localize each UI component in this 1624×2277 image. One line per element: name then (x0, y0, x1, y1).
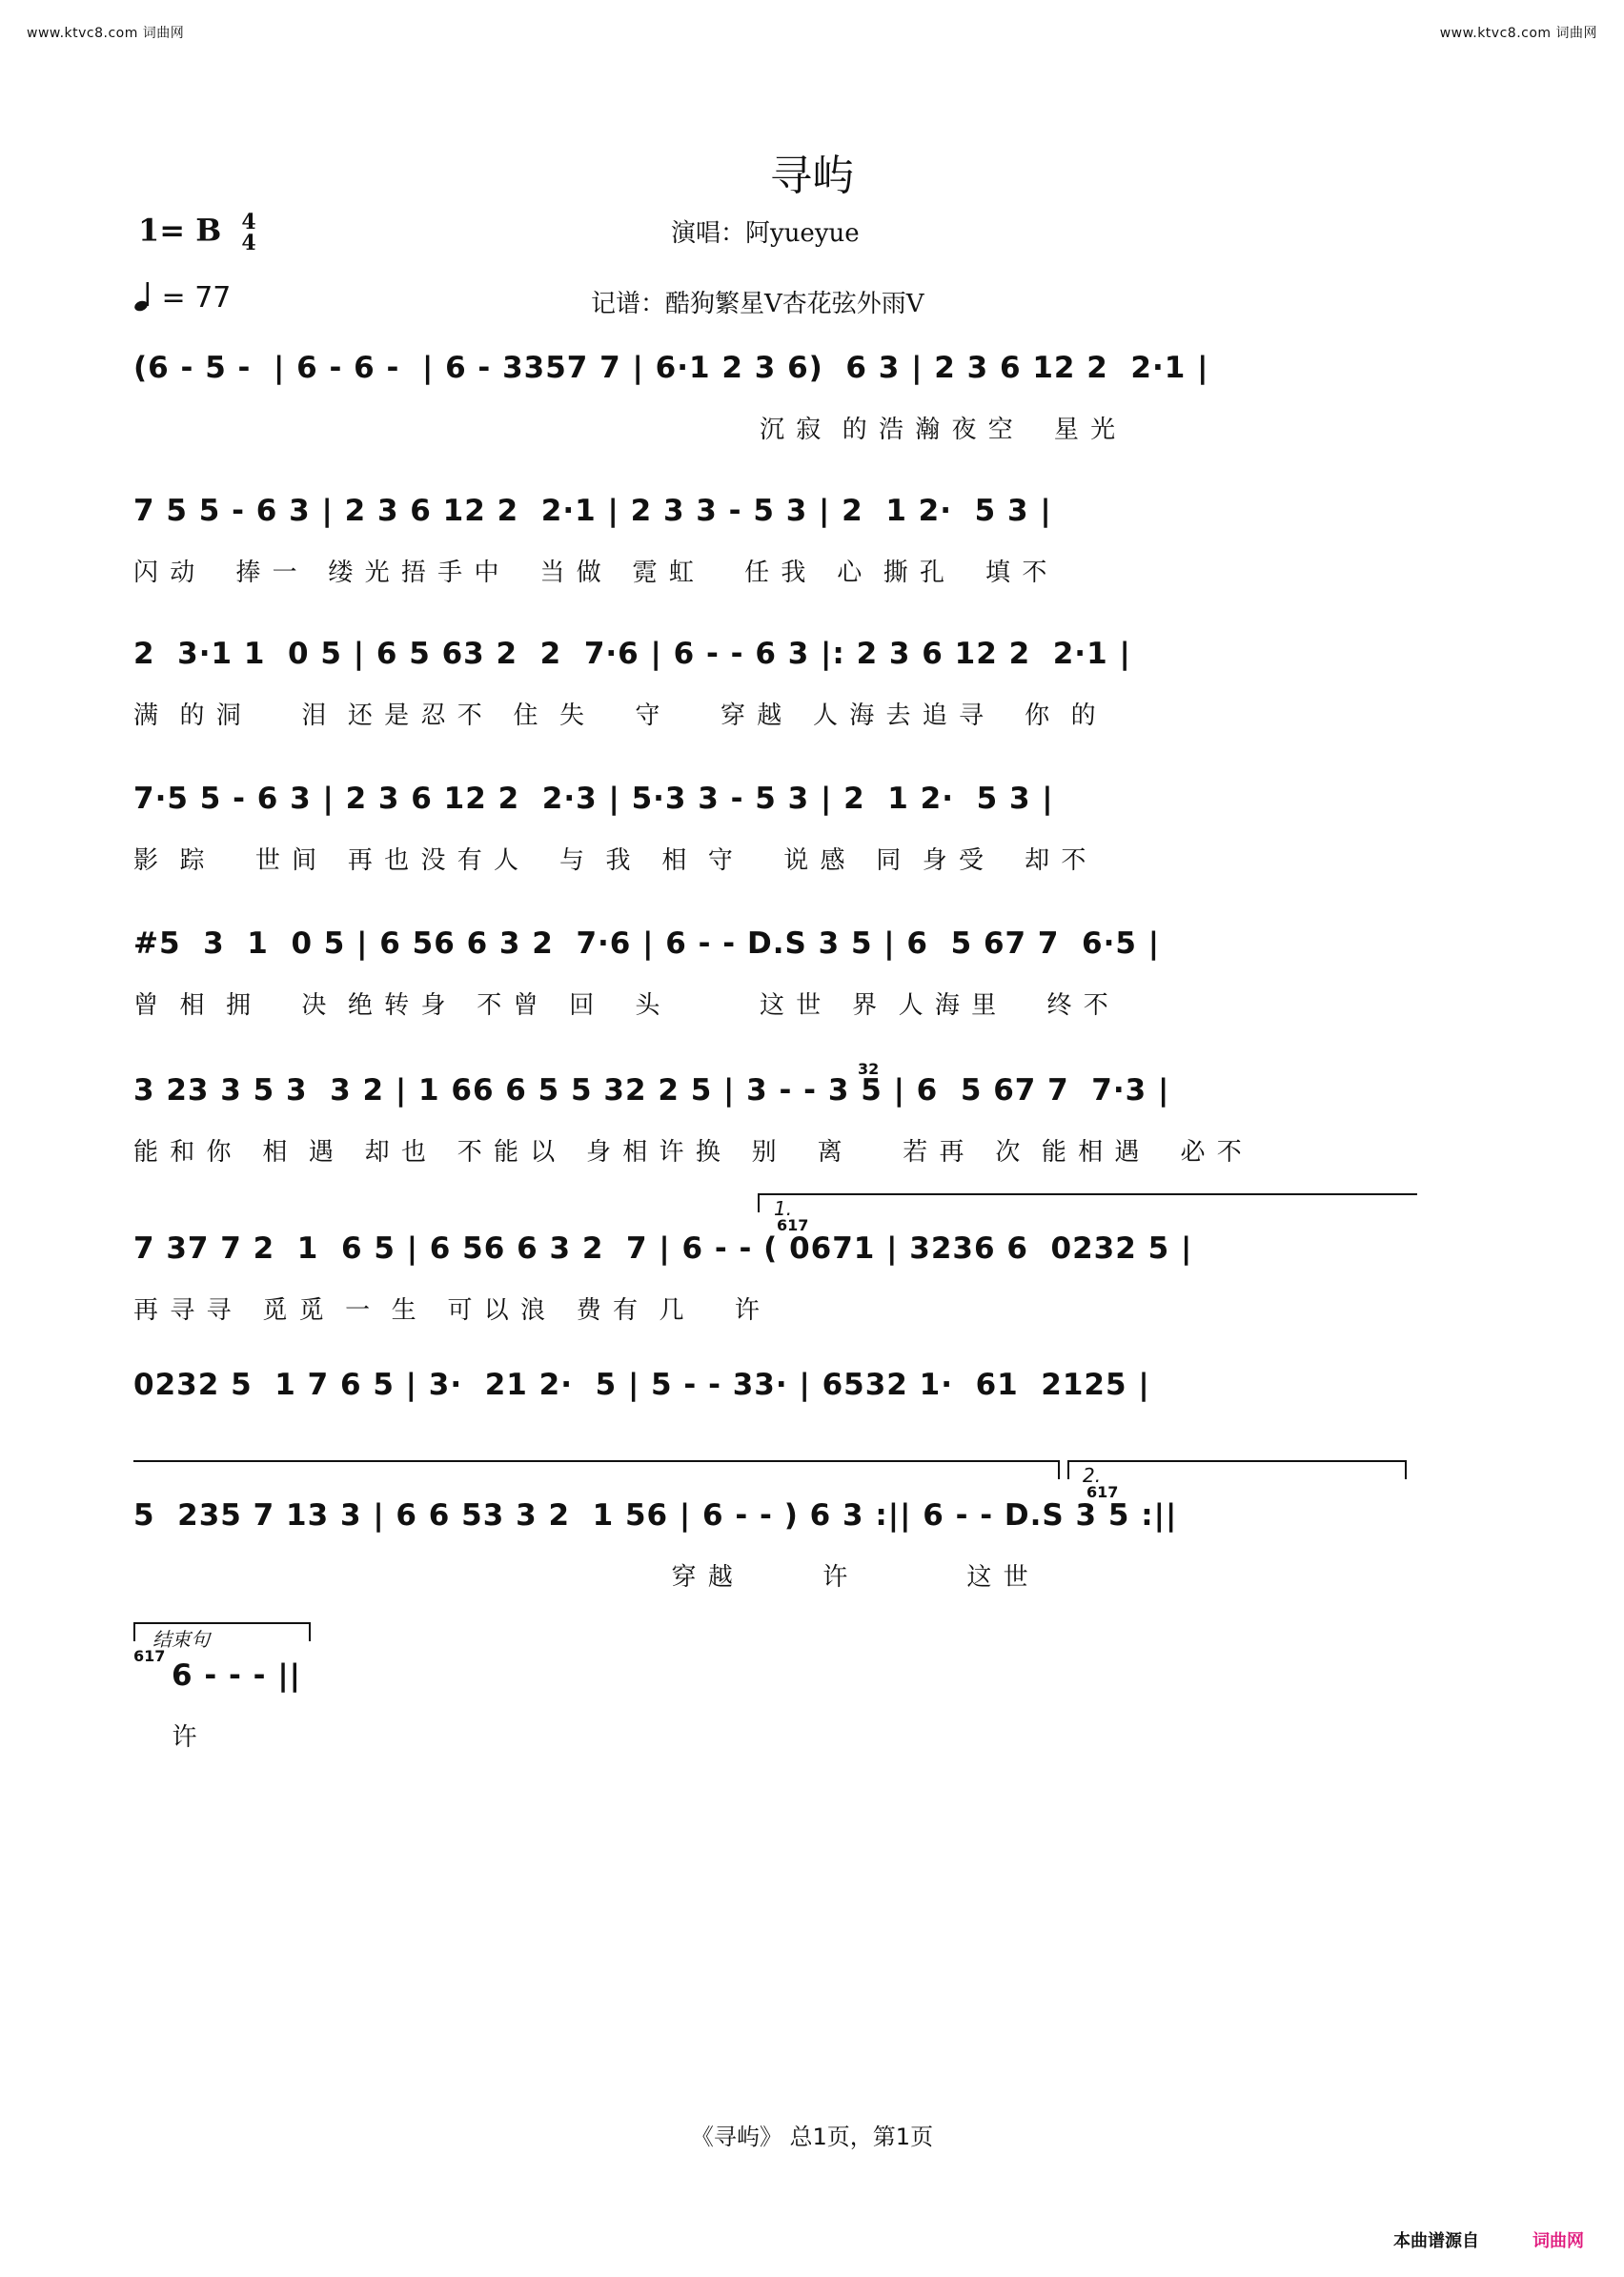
tempo-value: = 77 (161, 281, 232, 315)
brand-link[interactable]: 词曲网 (1533, 2231, 1584, 2251)
score-system-7 (133, 1197, 1415, 1327)
lyric-line: 曾 相 拥 决 绝 转 身 不 曾 回 头 这 世 界 人 海 里 终 不 (133, 991, 1110, 1020)
volta-label-1: 1. (774, 1197, 793, 1220)
quarter-note-icon (133, 280, 152, 313)
time-sig-bottom: 4 (241, 231, 256, 255)
song-title: 寻屿 (770, 152, 854, 200)
lyric-line: 再 寻 寻 觅 觅 一 生 可 以 浪 费 有 几 许 (133, 1296, 761, 1325)
tempo (133, 280, 231, 315)
grace-notes: 617 (1086, 1483, 1119, 1501)
time-signature (241, 212, 255, 254)
notation-line: 7 37 7 2 1 6 5 | 6 56 6 3 2 7 | 6 - - ( 0671 | 3236 6 0232 5 | (133, 1231, 1193, 1266)
left-watermark-strip (4, 38, 17, 2239)
grace-notes: 617 (133, 1647, 166, 1665)
score-system-10 (133, 1628, 324, 1754)
lyric-line: 沉 寂 的 浩 瀚 夜 空 星 光 (133, 416, 1118, 444)
score-system-1 (133, 351, 1415, 446)
notation-line: 0232 5 1 7 6 5 | 3· 21 2· 5 | 5 - - 33· | 6532 1· 61 2125 | (133, 1368, 1150, 1402)
volta-label-2: 2. (1083, 1464, 1102, 1487)
score-system-6 (133, 1060, 1415, 1169)
lyric-line: 穿 越 许 这 世 (133, 1563, 1030, 1592)
notation-line: 3 23 3 5 3 3 2 | 1 66 6 5 5 32 2 5 | 3 - - 3 5 | 6 5 67 7 7·3 | (133, 1073, 1170, 1108)
page-info: 《寻屿》 总1页，第1页 (690, 2124, 934, 2150)
volta-bracket-1 (758, 1193, 1417, 1212)
score-system-2 (133, 494, 1415, 589)
score-system-4 (133, 782, 1415, 877)
lyric-line: 能 和 你 相 遇 却 也 不 能 以 身 相 许 换 别 离 若 再 次 能 相 遇 必 不 (133, 1138, 1244, 1167)
notation-line: 6 - - - || (172, 1658, 301, 1693)
key-label: 1= B (138, 212, 222, 249)
notation-line: 7 5 5 - 6 3 | 2 3 6 12 2 2·1 | 2 3 3 - 5 3 | 2 1 2· 5 3 | (133, 494, 1052, 528)
notation-line: (6 - 5 - | 6 - 6 - | 6 - 3357 7 | 6·1 2 3 6) 6 3 | 2 3 6 12 2 2·1 | (133, 351, 1209, 385)
volta-bracket-continue (133, 1460, 1060, 1479)
transcriber: 记谱：酷狗繁星V杏花弦外雨V (591, 290, 924, 318)
right-watermark-strip (1607, 38, 1620, 2239)
site-url-left[interactable]: www.ktvc8.com 词曲网 (27, 26, 185, 41)
notation-line: #5 3 1 0 5 | 6 56 6 3 2 7·6 | 6 - - D.S 3 5 | 6 5 67 7 6·5 | (133, 926, 1161, 961)
lyric-line: 满 的 洞 泪 还 是 忍 不 住 失 守 穿 越 人 海 去 追 寻 你 的 (133, 701, 1098, 730)
grace-notes: 617 (777, 1216, 809, 1234)
lyric-line: 闪 动 捧 一 缕 光 捂 手 中 当 做 霓 虹 任 我 心 撕 孔 填 不 (133, 559, 1049, 587)
lyric-line: 许 (152, 1723, 199, 1752)
score-system-3 (133, 637, 1415, 732)
lyric-line: 影 踪 世 间 再 也 没 有 人 与 我 相 守 说 感 同 身 受 却 不 (133, 846, 1088, 875)
time-sig-top: 4 (241, 210, 256, 234)
notation-line: 5 235 7 13 3 | 6 6 53 3 2 1 56 | 6 - - ) 6 3 :|| 6 - - D.S 3 5 :|| (133, 1498, 1178, 1533)
singer: 演唱：阿yueyue (671, 219, 860, 248)
key-signature (138, 212, 256, 254)
grace-notes: 32 (858, 1060, 880, 1078)
coda-label: 结束句 (152, 1628, 210, 1651)
volta-bracket-2 (1067, 1460, 1407, 1479)
score-system-9 (133, 1464, 1415, 1594)
notation-line: 7·5 5 - 6 3 | 2 3 6 12 2 2·3 | 5·3 3 - 5 3 | 2 1 2· 5 3 | (133, 782, 1054, 816)
score-system-8 (133, 1368, 1415, 1463)
source-credit: 本曲谱源自 (1393, 2231, 1479, 2251)
score-system-5 (133, 926, 1415, 1022)
site-url-right[interactable]: www.ktvc8.com 词曲网 (1439, 26, 1597, 41)
notation-line: 2 3·1 1 0 5 | 6 5 63 2 2 7·6 | 6 - - 6 3 |: 2 3 6 12 2 2·1 | (133, 637, 1131, 671)
